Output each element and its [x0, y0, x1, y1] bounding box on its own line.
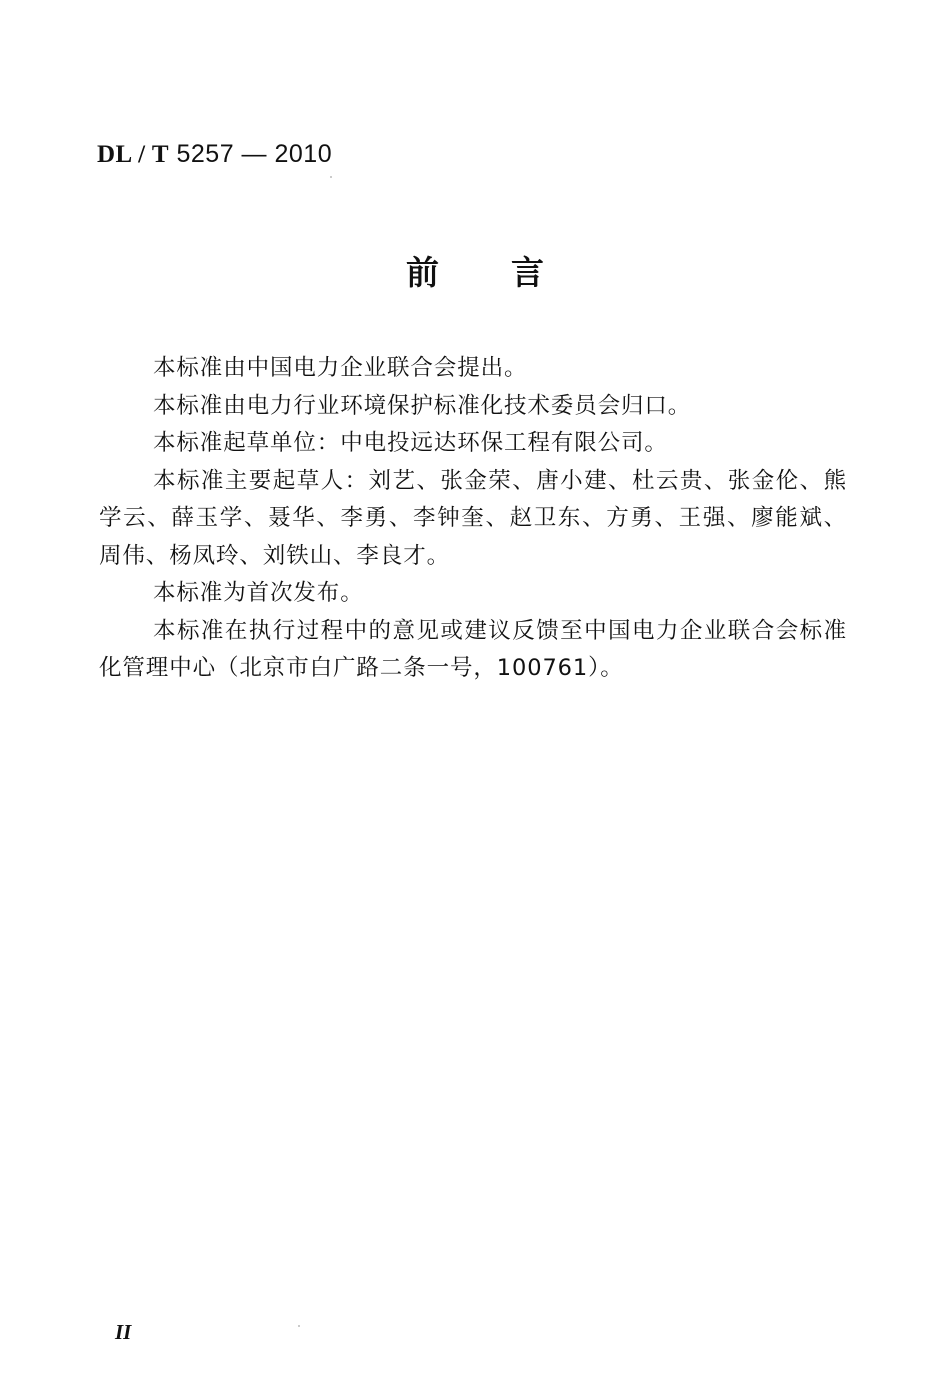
paragraph-drafting-unit: 本标准起草单位：中电投远达环保工程有限公司。	[153, 430, 668, 456]
paragraph-committee: 本标准由电力行业环境保护标准化技术委员会归口。	[153, 392, 692, 419]
paragraph-drafters: 本标准主要起草人：刘艺、张金荣、唐小建、杜云贵、张金伦、熊学云、薛玉学、聂华、李勇、李钟奎、赵卫东、方勇、王强、廖能斌、周伟、杨凤玲、刘铁山、李良才。	[99, 467, 847, 569]
scan-speck	[330, 176, 332, 178]
page-title	[0, 247, 950, 294]
scan-speck	[298, 1325, 300, 1327]
standard-code	[97, 140, 332, 169]
paragraph-proposer: 本标准由中国电力企业联合会提出。	[153, 355, 528, 381]
page-number: II	[115, 1320, 132, 1344]
title-char-1: 前	[406, 253, 439, 292]
title-char-2: 言	[511, 253, 544, 292]
standard-code-number: 5257 — 2010	[176, 140, 333, 168]
foreword-body	[99, 350, 847, 688]
standard-code-prefix: DL / T	[97, 141, 170, 168]
paragraph-first-release: 本标准为首次发布。	[153, 580, 364, 606]
paragraph-feedback: 本标准在执行过程中的意见或建议反馈至中国电力企业联合会标准化管理中心（北京市白广路二条一号，100761）。	[99, 617, 847, 681]
